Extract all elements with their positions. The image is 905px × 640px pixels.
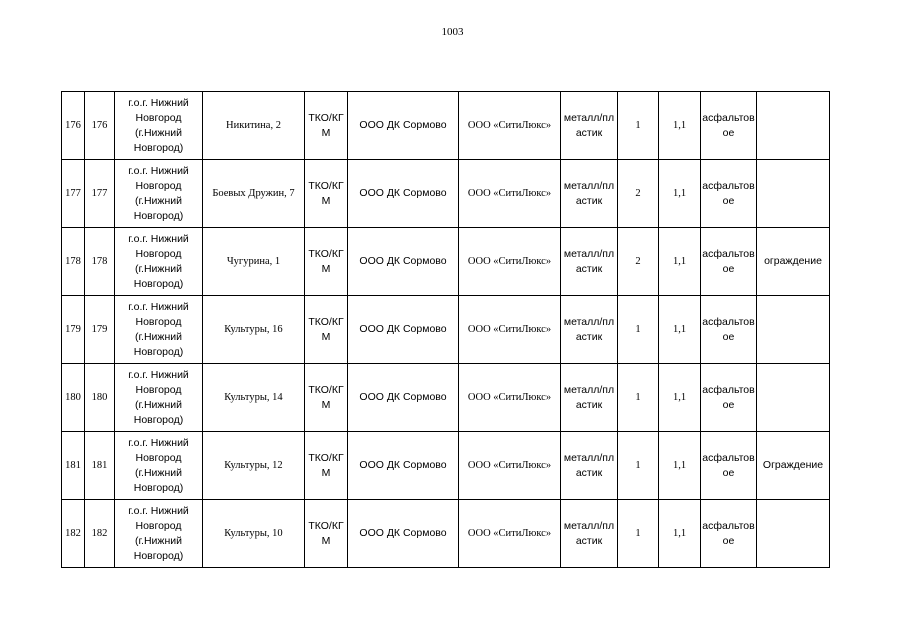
- surface-cell: асфальтовое: [701, 92, 757, 160]
- waste-type-cell: ТКО/КГМ: [305, 432, 348, 500]
- surface-cell: асфальтовое: [701, 364, 757, 432]
- address-cell: Культуры, 16: [203, 296, 305, 364]
- operator-cell: ООО «СитиЛюкс»: [459, 92, 561, 160]
- surface-cell: асфальтовое: [701, 228, 757, 296]
- table-row: [62, 500, 830, 568]
- address-cell: Культуры, 10: [203, 500, 305, 568]
- address-cell: Культуры, 12: [203, 432, 305, 500]
- municipality-cell: г.о.г. Нижний Новгород (г.Нижний Новгород): [115, 296, 203, 364]
- table-row: [62, 228, 830, 296]
- table-row: [62, 432, 830, 500]
- fence-cell: [757, 92, 830, 160]
- containers-count-cell: 1: [618, 500, 659, 568]
- volume-cell: 1,1: [659, 92, 701, 160]
- page-number: 1003: [441, 26, 464, 38]
- row-number-2: 182: [85, 500, 115, 568]
- operator-cell: ООО «СитиЛюкс»: [459, 228, 561, 296]
- volume-cell: 1,1: [659, 500, 701, 568]
- municipality-cell: г.о.г. Нижний Новгород (г.Нижний Новгород): [115, 228, 203, 296]
- row-number: 180: [62, 364, 85, 432]
- row-number: 178: [62, 228, 85, 296]
- material-cell: металл/пластик: [561, 364, 618, 432]
- containers-count-cell: 1: [618, 432, 659, 500]
- material-cell: металл/пластик: [561, 296, 618, 364]
- address-cell: Чугурина, 1: [203, 228, 305, 296]
- containers-count-cell: 2: [618, 228, 659, 296]
- surface-cell: асфальтовое: [701, 500, 757, 568]
- row-number: 181: [62, 432, 85, 500]
- municipality-cell: г.о.г. Нижний Новгород (г.Нижний Новгород): [115, 160, 203, 228]
- table-row: [62, 92, 830, 160]
- row-number-2: 176: [85, 92, 115, 160]
- fence-cell: [757, 296, 830, 364]
- fence-cell: [757, 364, 830, 432]
- volume-cell: 1,1: [659, 364, 701, 432]
- operator-cell: ООО «СитиЛюкс»: [459, 296, 561, 364]
- waste-type-cell: ТКО/КГМ: [305, 500, 348, 568]
- material-cell: металл/пластик: [561, 160, 618, 228]
- row-number: 179: [62, 296, 85, 364]
- operator-cell: ООО «СитиЛюкс»: [459, 432, 561, 500]
- waste-type-cell: ТКО/КГМ: [305, 364, 348, 432]
- row-number: 176: [62, 92, 85, 160]
- material-cell: металл/пластик: [561, 228, 618, 296]
- waste-type-cell: ТКО/КГМ: [305, 228, 348, 296]
- fence-cell: ограждение: [757, 228, 830, 296]
- containers-count-cell: 1: [618, 92, 659, 160]
- waste-type-cell: ТКО/КГМ: [305, 92, 348, 160]
- volume-cell: 1,1: [659, 228, 701, 296]
- operator-cell: ООО «СитиЛюкс»: [459, 500, 561, 568]
- volume-cell: 1,1: [659, 296, 701, 364]
- containers-count-cell: 2: [618, 160, 659, 228]
- row-number-2: 180: [85, 364, 115, 432]
- operator-cell: ООО «СитиЛюкс»: [459, 160, 561, 228]
- address-cell: Никитина, 2: [203, 92, 305, 160]
- row-number: 182: [62, 500, 85, 568]
- table-row: [62, 364, 830, 432]
- owner-cell: ООО ДК Сормово: [348, 296, 459, 364]
- surface-cell: асфальтовое: [701, 296, 757, 364]
- material-cell: металл/пластик: [561, 500, 618, 568]
- waste-type-cell: ТКО/КГМ: [305, 296, 348, 364]
- address-cell: Боевых Дружин, 7: [203, 160, 305, 228]
- municipality-cell: г.о.г. Нижний Новгород (г.Нижний Новгород): [115, 432, 203, 500]
- table-row: [62, 296, 830, 364]
- surface-cell: асфальтовое: [701, 432, 757, 500]
- fence-cell: [757, 160, 830, 228]
- row-number-2: 181: [85, 432, 115, 500]
- owner-cell: ООО ДК Сормово: [348, 500, 459, 568]
- material-cell: металл/пластик: [561, 92, 618, 160]
- municipality-cell: г.о.г. Нижний Новгород (г.Нижний Новгород): [115, 364, 203, 432]
- row-number-2: 178: [85, 228, 115, 296]
- table-body: [62, 92, 830, 568]
- operator-cell: ООО «СитиЛюкс»: [459, 364, 561, 432]
- containers-count-cell: 1: [618, 364, 659, 432]
- material-cell: металл/пластик: [561, 432, 618, 500]
- address-cell: Культуры, 14: [203, 364, 305, 432]
- row-number-2: 179: [85, 296, 115, 364]
- owner-cell: ООО ДК Сормово: [348, 92, 459, 160]
- row-number: 177: [62, 160, 85, 228]
- waste-type-cell: ТКО/КГМ: [305, 160, 348, 228]
- table-row: [62, 160, 830, 228]
- row-number-2: 177: [85, 160, 115, 228]
- owner-cell: ООО ДК Сормово: [348, 228, 459, 296]
- municipality-cell: г.о.г. Нижний Новгород (г.Нижний Новгород): [115, 92, 203, 160]
- owner-cell: ООО ДК Сормово: [348, 364, 459, 432]
- fence-cell: Ограждение: [757, 432, 830, 500]
- containers-count-cell: 1: [618, 296, 659, 364]
- volume-cell: 1,1: [659, 160, 701, 228]
- municipality-cell: г.о.г. Нижний Новгород (г.Нижний Новгород): [115, 500, 203, 568]
- owner-cell: ООО ДК Сормово: [348, 432, 459, 500]
- registry-table: [61, 91, 830, 568]
- owner-cell: ООО ДК Сормово: [348, 160, 459, 228]
- fence-cell: [757, 500, 830, 568]
- volume-cell: 1,1: [659, 432, 701, 500]
- surface-cell: асфальтовое: [701, 160, 757, 228]
